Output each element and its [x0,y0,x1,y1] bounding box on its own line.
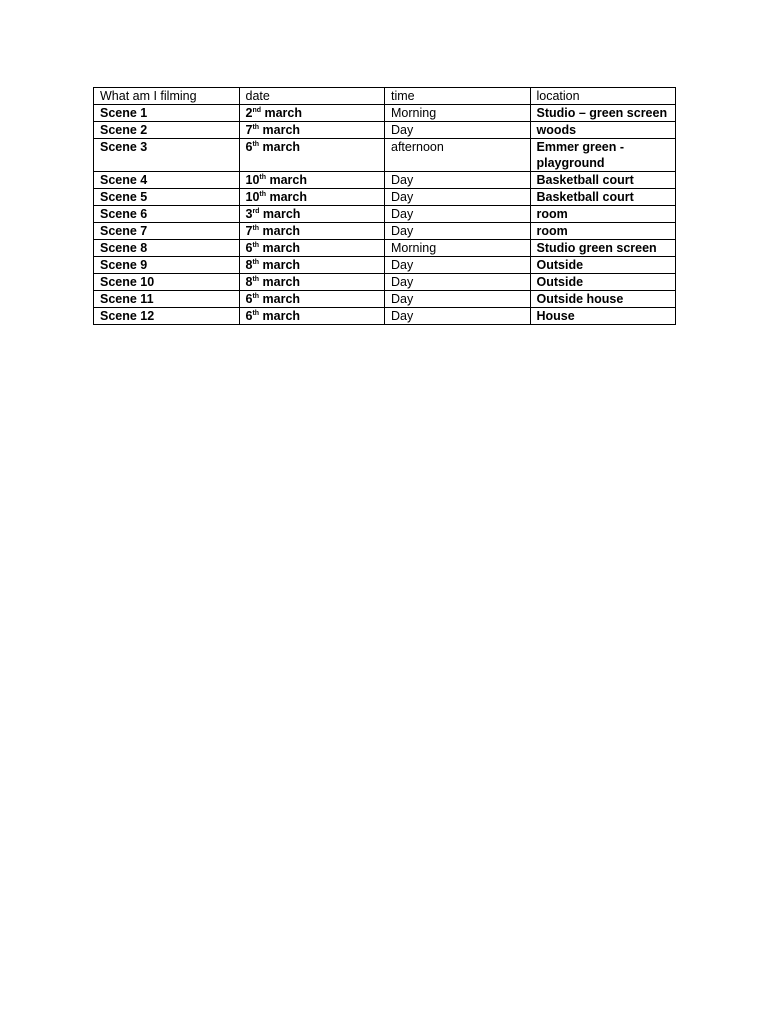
date-month: march [259,292,301,306]
date-ordinal-suffix: th [252,259,260,266]
table-row [94,240,676,257]
table-row [94,172,676,189]
scene-cell: Scene 7 [94,223,240,240]
date-month: march [259,309,301,323]
scene-cell: Scene 11 [94,291,240,308]
table-row [94,139,676,172]
table-row [94,291,676,308]
table-row [94,223,676,240]
date-cell [239,139,385,172]
date-month: march [259,207,301,221]
date-ordinal-suffix: th [252,293,260,300]
date-month: march [266,190,308,204]
header-what-am-i-filming: What am I filming [94,88,240,105]
scene-cell: Scene 9 [94,257,240,274]
header-location: location [530,88,676,105]
location-cell: House [530,308,676,325]
date-ordinal-suffix: rd [252,208,260,215]
table-row [94,122,676,139]
date-day: 8 [245,275,253,289]
date-cell [239,223,385,240]
table-body [94,88,676,325]
date-month: march [259,241,301,255]
date-ordinal-suffix: th [252,225,260,232]
table-row [94,257,676,274]
time-cell: Day [385,206,531,223]
date-day: 7 [245,224,253,238]
date-month: march [259,140,301,154]
date-day: 2 [245,106,253,120]
date-day: 8 [245,258,253,272]
date-day: 10 [245,190,260,204]
time-cell: Day [385,189,531,206]
time-cell: Day [385,291,531,308]
date-ordinal-suffix: th [252,242,260,249]
scene-cell: Scene 5 [94,189,240,206]
date-cell [239,172,385,189]
date-day: 10 [245,173,260,187]
filming-schedule-table [93,87,676,325]
date-month: march [259,123,301,137]
scene-cell: Scene 4 [94,172,240,189]
location-cell: Studio – green screen [530,105,676,122]
date-month: march [259,224,301,238]
date-day: 7 [245,123,253,137]
date-ordinal-suffix: th [259,191,267,198]
date-ordinal-suffix: th [252,310,260,317]
table-header-row [94,88,676,105]
table-row [94,308,676,325]
date-month: march [259,258,301,272]
date-ordinal-suffix: nd [252,107,262,114]
date-day: 6 [245,241,253,255]
location-cell: Studio green screen [530,240,676,257]
location-cell: Outside [530,257,676,274]
time-cell: Day [385,223,531,240]
location-cell: Emmer green - playground [530,139,676,172]
scene-cell: Scene 3 [94,139,240,172]
date-cell [239,240,385,257]
date-cell [239,206,385,223]
date-cell [239,291,385,308]
location-cell: Basketball court [530,172,676,189]
time-cell: Day [385,274,531,291]
table-row [94,189,676,206]
date-day: 6 [245,140,253,154]
scene-cell: Scene 8 [94,240,240,257]
location-cell: room [530,206,676,223]
date-cell [239,257,385,274]
date-cell [239,189,385,206]
date-day: 6 [245,292,253,306]
date-month: march [259,275,301,289]
date-ordinal-suffix: th [252,141,260,148]
scene-cell: Scene 6 [94,206,240,223]
date-month: march [266,173,308,187]
time-cell: Day [385,308,531,325]
time-cell: afternoon [385,139,531,172]
date-cell [239,122,385,139]
time-cell: Morning [385,105,531,122]
location-cell: Basketball court [530,189,676,206]
time-cell: Day [385,172,531,189]
location-cell: Outside house [530,291,676,308]
date-ordinal-suffix: th [252,276,260,283]
date-day: 3 [245,207,253,221]
scene-cell: Scene 12 [94,308,240,325]
date-day: 6 [245,309,253,323]
date-cell [239,308,385,325]
table-row [94,206,676,223]
location-cell: woods [530,122,676,139]
date-cell [239,105,385,122]
date-cell [239,274,385,291]
scene-cell: Scene 2 [94,122,240,139]
table-row [94,274,676,291]
date-month: march [261,106,303,120]
date-ordinal-suffix: th [259,174,267,181]
scene-cell: Scene 1 [94,105,240,122]
time-cell: Day [385,257,531,274]
time-cell: Morning [385,240,531,257]
scene-cell: Scene 10 [94,274,240,291]
table-row [94,105,676,122]
header-date: date [239,88,385,105]
header-time: time [385,88,531,105]
time-cell: Day [385,122,531,139]
location-cell: Outside [530,274,676,291]
date-ordinal-suffix: th [252,124,260,131]
location-cell: room [530,223,676,240]
